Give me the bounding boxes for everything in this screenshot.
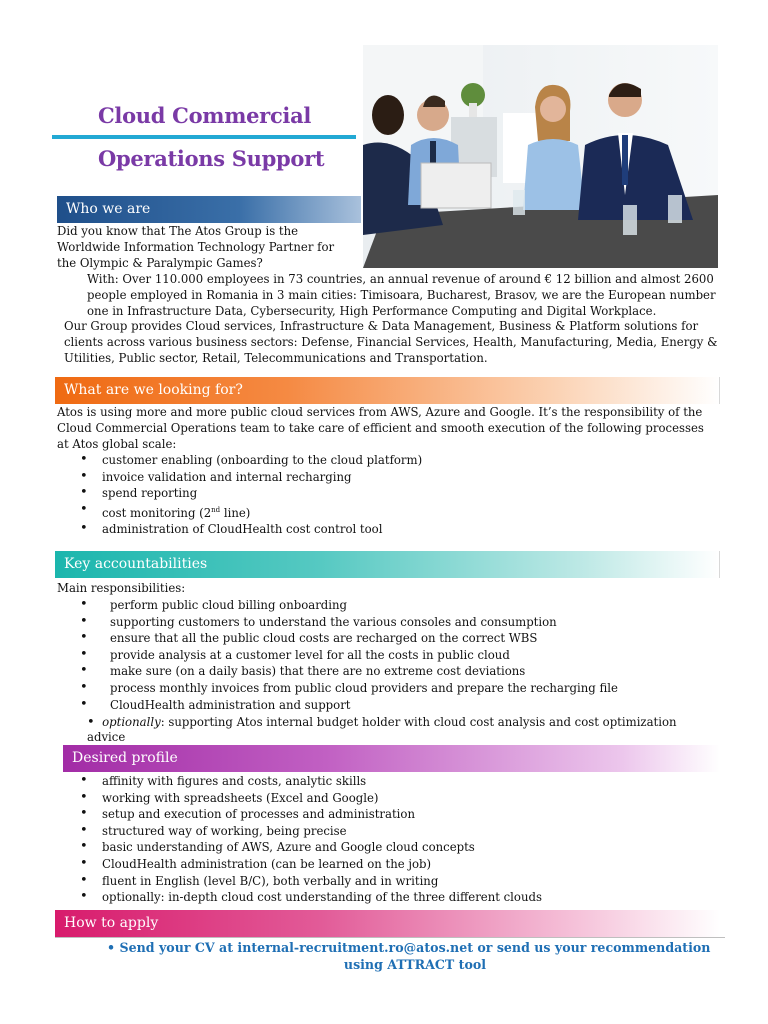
page-title-line2: Operations Support (98, 146, 325, 171)
looking-intro-line2: Cloud Commercial Operations team to take care of efficient and smooth execution of the following processes (57, 421, 704, 435)
apply-instructions[interactable] (95, 939, 735, 973)
list-item: • affinity with figures and costs, analytic skills (78, 773, 542, 790)
section-heading-who-we-are: Who we are (57, 196, 361, 223)
who-with-line2: people employed in Romania in 3 main cities: Timisoara, Bucharest, Brasov, we are the European number (87, 288, 716, 302)
who-group-line2: clients across various business sectors: Defense, Financial Services, Health, Manufacturing, Media, Energy & (64, 335, 718, 349)
list-item: • process monthly invoices from public cloud providers and prepare the recharging file (78, 680, 618, 697)
who-with-line1: With: Over 110.000 employees in 73 countries, an annual revenue of around € 12 billion and almost 2600 (87, 272, 714, 286)
list-item: • supporting customers to understand the various consoles and consumption (78, 614, 618, 631)
who-intro-line2: Worldwide Information Technology Partner for (57, 240, 335, 254)
who-with-line3: one in Infrastructure Data, Cybersecurity, High Performance Computing and Digital Workplace. (87, 304, 657, 318)
looking-intro-line3: at Atos global scale: (57, 437, 177, 451)
list-item: • CloudHealth administration (can be learned on the job) (78, 856, 542, 873)
list-item: • customer enabling (onboarding to the cloud platform) (78, 452, 422, 469)
key-optional-item: • optionally: supporting Atos internal budget holder with cloud cost analysis and cost optimization (87, 715, 677, 730)
apply-line2: using ATTRACT tool (343, 957, 487, 972)
key-intro: Main responsibilities: (57, 581, 186, 595)
list-item: • provide analysis at a customer level for all the costs in public cloud (78, 647, 618, 664)
key-list (78, 597, 618, 713)
list-item: • setup and execution of processes and administration (78, 806, 542, 823)
apply-divider (55, 937, 725, 938)
list-item: • optionally: in-depth cloud cost understanding of the three different clouds (78, 889, 542, 906)
bullet-icon: • (107, 940, 116, 955)
who-group-line1: Our Group provides Cloud services, Infrastructure & Data Management, Business & Platform solutions for (64, 319, 699, 333)
list-item: • fluent in English (level B/C), both verbally and in writing (78, 873, 542, 890)
looking-list (78, 452, 422, 538)
list-item: • invoice validation and internal recharging (78, 469, 422, 486)
page-title-line1: Cloud Commercial (98, 103, 312, 128)
who-group-line3: Utilities, Public sector, Retail, Telecommunications and Transportation. (64, 351, 488, 365)
list-item: • administration of CloudHealth cost control tool (78, 521, 422, 538)
list-item: • structured way of working, being precise (78, 823, 542, 840)
team-meeting-photo (363, 45, 718, 268)
key-optional-continuation: advice (87, 730, 126, 744)
title-divider (52, 135, 356, 139)
who-intro-line3: the Olympic & Paralympic Games? (57, 256, 263, 270)
apply-line1[interactable]: Send your CV at internal-recruitment.ro@atos.net or send us your recommendation (119, 940, 711, 955)
list-item: • spend reporting (78, 485, 422, 502)
list-item: • cost monitoring (2nd line) (78, 502, 422, 521)
list-item: • perform public cloud billing onboarding (78, 597, 618, 614)
section-heading-desired-profile: Desired profile (63, 745, 720, 772)
list-item: • CloudHealth administration and support (78, 697, 618, 714)
looking-intro-line1: Atos is using more and more public cloud services from AWS, Azure and Google. It’s the responsibility of the (57, 405, 703, 419)
list-item: • make sure (on a daily basis) that there are no extreme cost deviations (78, 663, 618, 680)
who-intro-line1: Did you know that The Atos Group is the (57, 224, 299, 238)
list-item: • basic understanding of AWS, Azure and Google cloud concepts (78, 839, 542, 856)
list-item: • working with spreadsheets (Excel and Google) (78, 790, 542, 807)
profile-list (78, 773, 542, 906)
list-item: • ensure that all the public cloud costs are recharged on the correct WBS (78, 630, 618, 647)
section-heading-looking-for: What are we looking for? (55, 377, 720, 404)
section-heading-how-to-apply: How to apply (55, 910, 720, 937)
section-heading-key-accountabilities: Key accountabilities (55, 551, 720, 578)
